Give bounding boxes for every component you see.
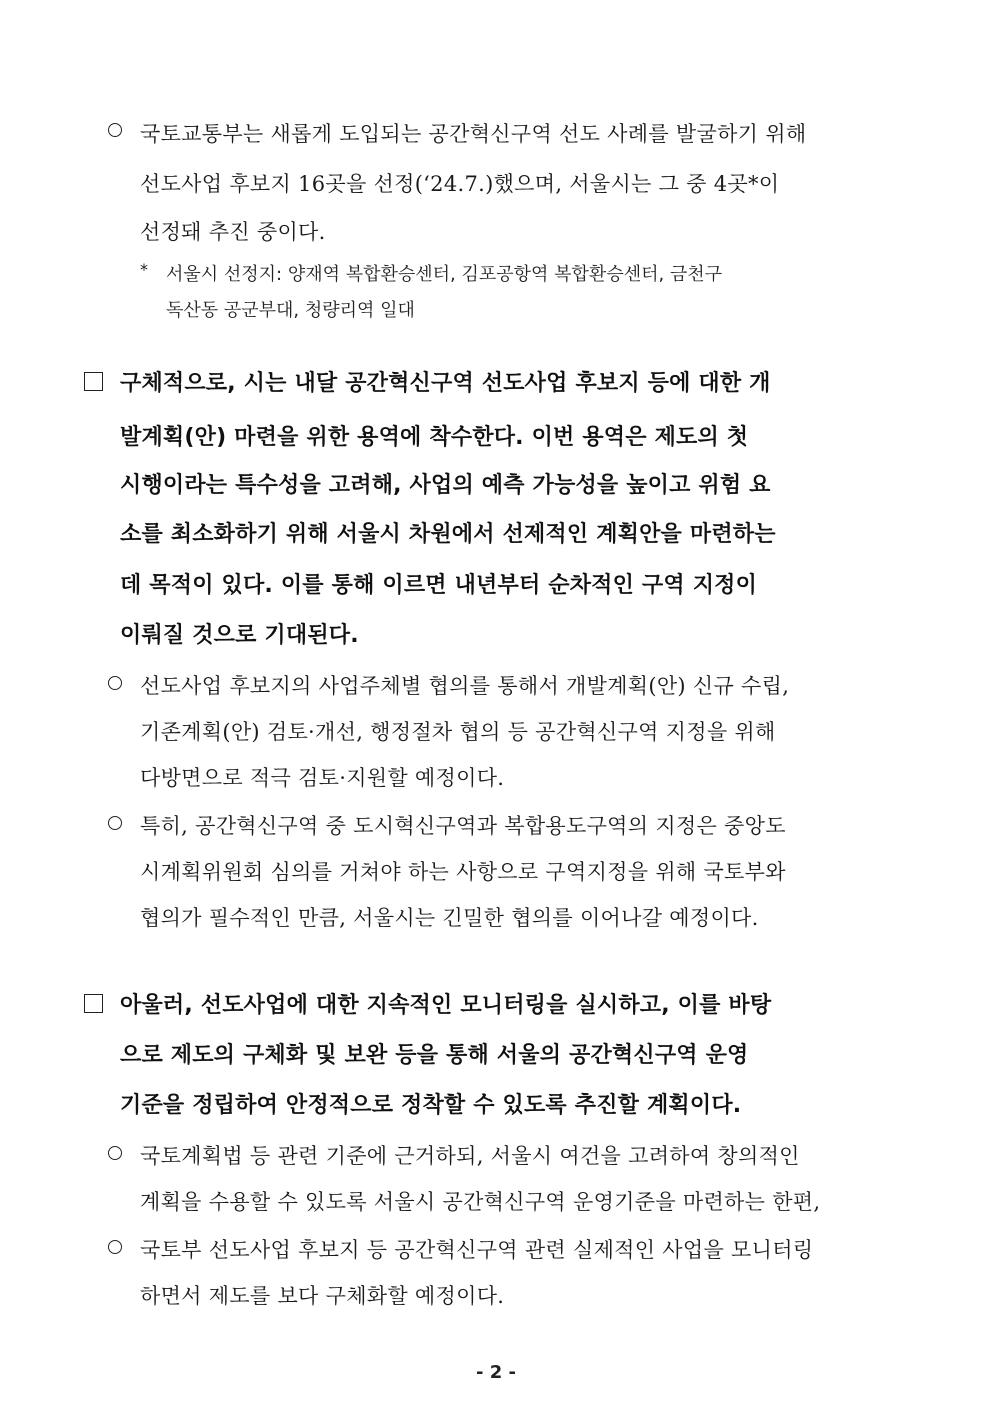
circle-bullet-icon bbox=[108, 676, 122, 690]
text-line: 기준을 정립하여 안정적으로 정착할 수 있도록 추진할 계획이다. bbox=[120, 1093, 742, 1118]
text-line: 데 목적이 있다. 이를 통해 이르면 내년부터 순차적인 구역 지정이 bbox=[120, 573, 758, 598]
text-line: 계획을 수용할 수 있도록 서울시 공간혁신구역 운영기준을 마련하는 한편, bbox=[140, 1190, 821, 1214]
circle-bullet-icon bbox=[108, 1146, 122, 1160]
text-line: 발계획(안) 마련을 위한 용역에 착수한다. 이번 용역은 제도의 첫 bbox=[120, 425, 749, 450]
text-line: 독산동 공군부대, 청량리역 일대 bbox=[166, 300, 415, 321]
circle-bullet-icon bbox=[108, 1240, 122, 1254]
text-line: 소를 최소화하기 위해 서울시 차원에서 선제적인 계획안을 마련하는 bbox=[120, 522, 776, 547]
text-line: 특히, 공간혁신구역 중 도시혁신구역과 복합용도구역의 지정은 중앙도 bbox=[140, 814, 786, 838]
text-line: 국토부 선도사업 후보지 등 공간혁신구역 관련 실제적인 사업을 모니터링 bbox=[140, 1238, 814, 1262]
text-line: 국토계획법 등 관련 기준에 근거하되, 서울시 여건을 고려하여 창의적인 bbox=[140, 1144, 800, 1168]
text-line: 시계획위원회 심의를 거쳐야 하는 사항으로 구역지정을 위해 국토부와 bbox=[140, 860, 786, 884]
text-line: 기존계획(안) 검토·개선, 행정절차 협의 등 공간혁신구역 지정을 위해 bbox=[140, 720, 776, 744]
text-line: 서울시 선정지: 양재역 복합환승센터, 김포공항역 복합환승센터, 금천구 bbox=[166, 264, 723, 285]
text-line: 국토교통부는 새롭게 도입되는 공간혁신구역 선도 사례를 발굴하기 위해 bbox=[140, 122, 807, 146]
circle-bullet-icon bbox=[108, 123, 122, 137]
square-bullet-icon bbox=[84, 994, 103, 1013]
text-line: 다방면으로 적극 검토·지원할 예정이다. bbox=[140, 766, 505, 790]
text-line: 협의가 필수적인 만큼, 서울시는 긴밀한 협의를 이어나갈 예정이다. bbox=[140, 906, 759, 930]
text-line: 선도사업 후보지 16곳을 선정(‘24.7.)했으며, 서울시는 그 중 4곳*이 bbox=[140, 172, 780, 196]
footnote-marker: * bbox=[140, 260, 148, 279]
text-line: 아울러, 선도사업에 대한 지속적인 모니터링을 실시하고, 이를 바탕 bbox=[120, 993, 772, 1018]
text-line: 이뤄질 것으로 기대된다. bbox=[120, 623, 359, 648]
text-line: 구체적으로, 시는 내달 공간혁신구역 선도사업 후보지 등에 대한 개 bbox=[120, 371, 771, 396]
text-line: 하면서 제도를 보다 구체화할 예정이다. bbox=[140, 1284, 505, 1308]
text-line: 으로 제도의 구체화 및 보완 등을 통해 서울의 공간혁신구역 운영 bbox=[120, 1043, 749, 1068]
circle-bullet-icon bbox=[108, 816, 122, 830]
text-line: 선정돼 추진 중이다. bbox=[140, 220, 326, 244]
square-bullet-icon bbox=[84, 372, 103, 391]
page-number: - 2 - bbox=[476, 1362, 516, 1383]
text-line: 선도사업 후보지의 사업주체별 협의를 통해서 개발계획(안) 신규 수립, bbox=[140, 674, 790, 698]
text-line: 시행이라는 특수성을 고려해, 사업의 예측 가능성을 높이고 위험 요 bbox=[120, 473, 771, 498]
